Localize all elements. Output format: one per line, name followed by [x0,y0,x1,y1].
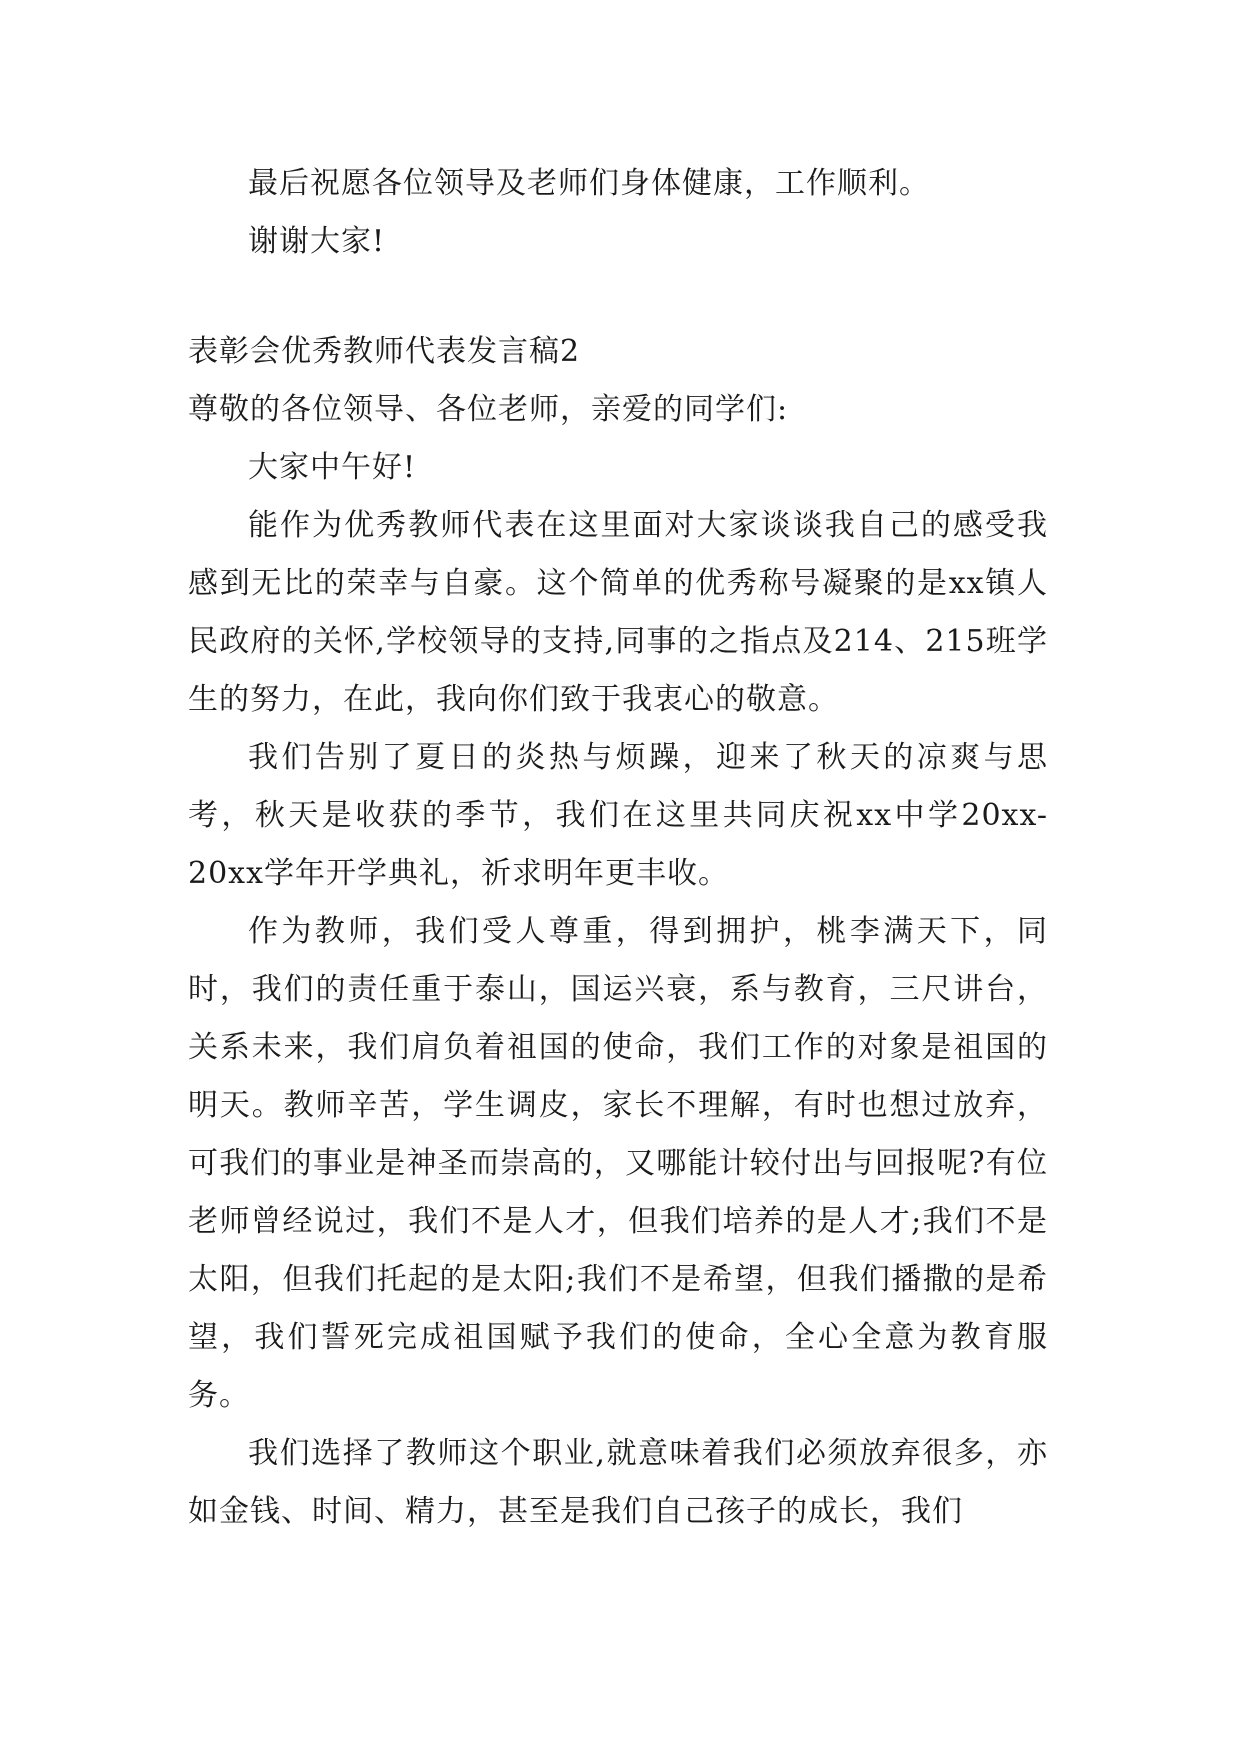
document-body [188,155,1048,1541]
body-paragraph-2: 我们告别了夏日的炎热与烦躁，迎来了秋天的凉爽与思考，秋天是收获的季节，我们在这里共同庆祝xx中学20xx-20xx学年开学典礼，祈求明年更丰收。 [188,740,1048,891]
closing-wishes-paragraph: 最后祝愿各位领导及老师们身体健康，工作顺利。 [248,166,930,201]
body-paragraph-1: 能作为优秀教师代表在这里面对大家谈谈我自己的感受我感到无比的荣幸与自豪。这个简单的优秀称号凝聚的是xx镇人民政府的关怀,学校领导的支持,同事的之指点及214、215班学生的努力，在此，我向你们致于我衷心的敬意。 [188,508,1048,717]
body-paragraph-3: 作为教师，我们受人尊重，得到拥护，桃李满天下，同时，我们的责任重于泰山，国运兴衰，系与教育，三尺讲台，关系未来，我们肩负着祖国的使命，我们工作的对象是祖国的明天。教师辛苦，学生调皮，家长不理解，有时也想过放弃，可我们的事业是神圣而崇高的，又哪能计较付出与回报呢?有位老师曾经说过，我们不是人才，但我们培养的是人才;我们不是太阳，但我们托起的是太阳;我们不是希望，但我们播撒的是希望，我们誓死完成祖国赋予我们的使命，全心全意为教育服务。 [188,914,1048,1413]
salutation: 尊敬的各位领导、各位老师，亲爱的同学们: [188,392,789,427]
body-paragraph-4: 我们选择了教师这个职业,就意味着我们必须放弃很多，亦如金钱、时间、精力，甚至是我们自己孩子的成长，我们 [188,1436,1048,1529]
section-title: 表彰会优秀教师代表发言稿2 [188,334,581,369]
thanks-paragraph: 谢谢大家! [248,224,386,259]
greeting: 大家中午好! [248,450,417,485]
